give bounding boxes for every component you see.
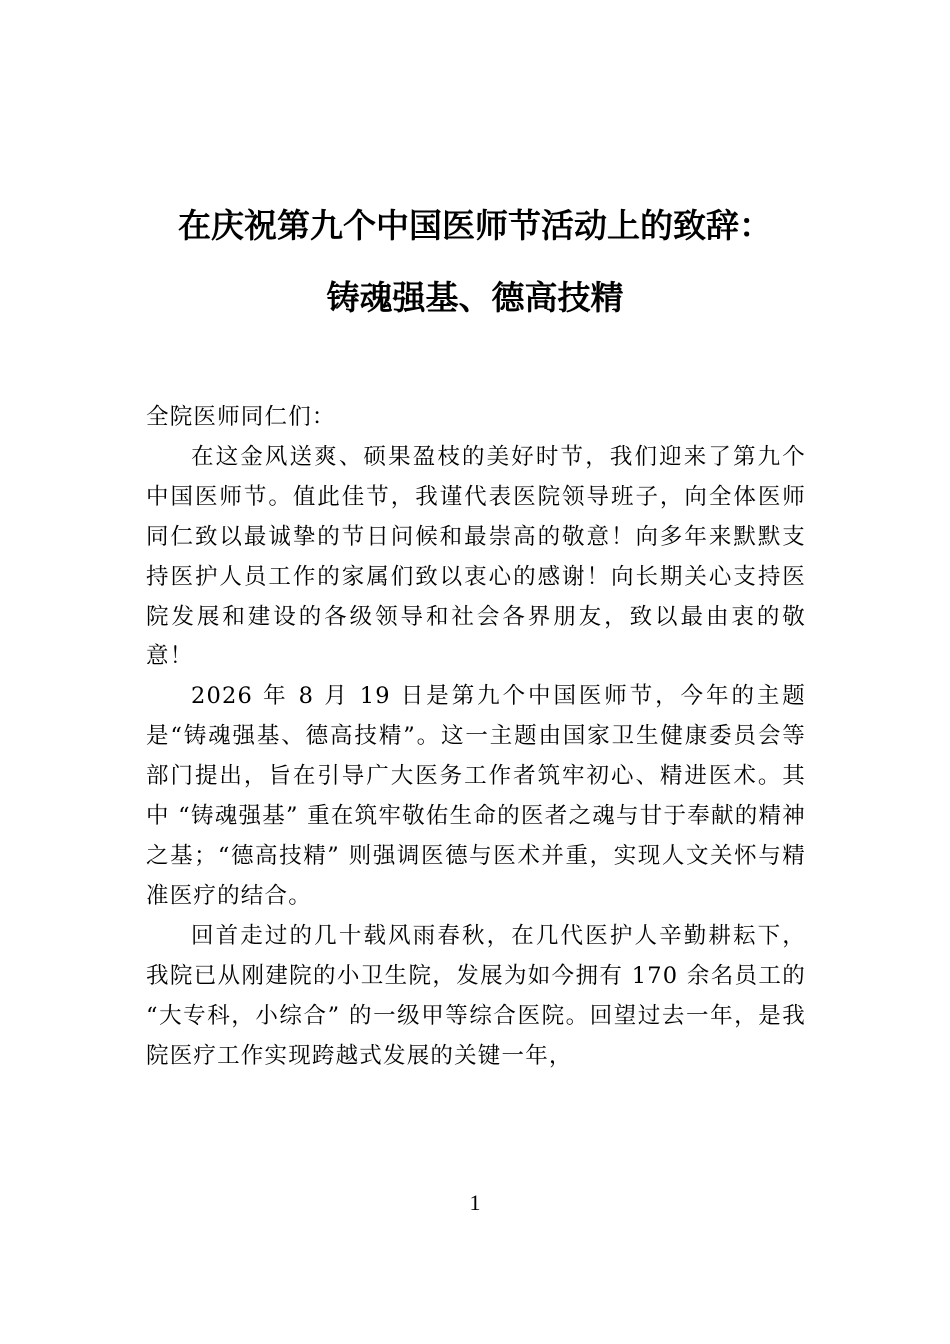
page-number: 1 [469,1190,481,1215]
title-line-1: 在庆祝第九个中国医师节活动上的致辞： [178,206,772,245]
paragraph-2: 2026 年 8 月 19 日是第九个中国医师节，今年的主题是“铸魂强基、德高技精”。这一主题由国家卫生健康委员会等部门提出，旨在引导广大医务工作者筑牢初心、精进医术。其中 “铸魂强基” 重在筑牢敬佑生命的医者之魂与甘于奉献的精神之基；“德高技精” 则强调医德与医术并重，实现人文关怀与精准医疗的结合。 [146,683,806,909]
salutation: 全院医师同仁们： [146,404,336,430]
paragraph-3: 回首走过的几十载风雨春秋，在几代医护人辛勤耕耘下，我院已从刚建院的小卫生院，发展为如今拥有 170 余名员工的 “大专科，小综合” 的一级甲等综合医院。回望过去一年，是我院医疗工作实现跨越式发展的关键一年， [146,922,806,1069]
paragraph-1: 在这金风送爽、硕果盈枝的美好时节，我们迎来了第九个中国医师节。值此佳节，我谨代表医院领导班子，向全体医师同仁致以最诚挚的节日问候和最崇高的敬意！向多年来默默支持医护人员工作的家属们致以衷心的感谢！向长期关心支持医院发展和建设的各级领导和社会各界朋友，致以最由衷的敬意！ [146,443,806,670]
document-body [146,398,806,1076]
document-title [0,190,950,334]
title-line-2: 铸魂强基、德高技精 [326,278,624,317]
